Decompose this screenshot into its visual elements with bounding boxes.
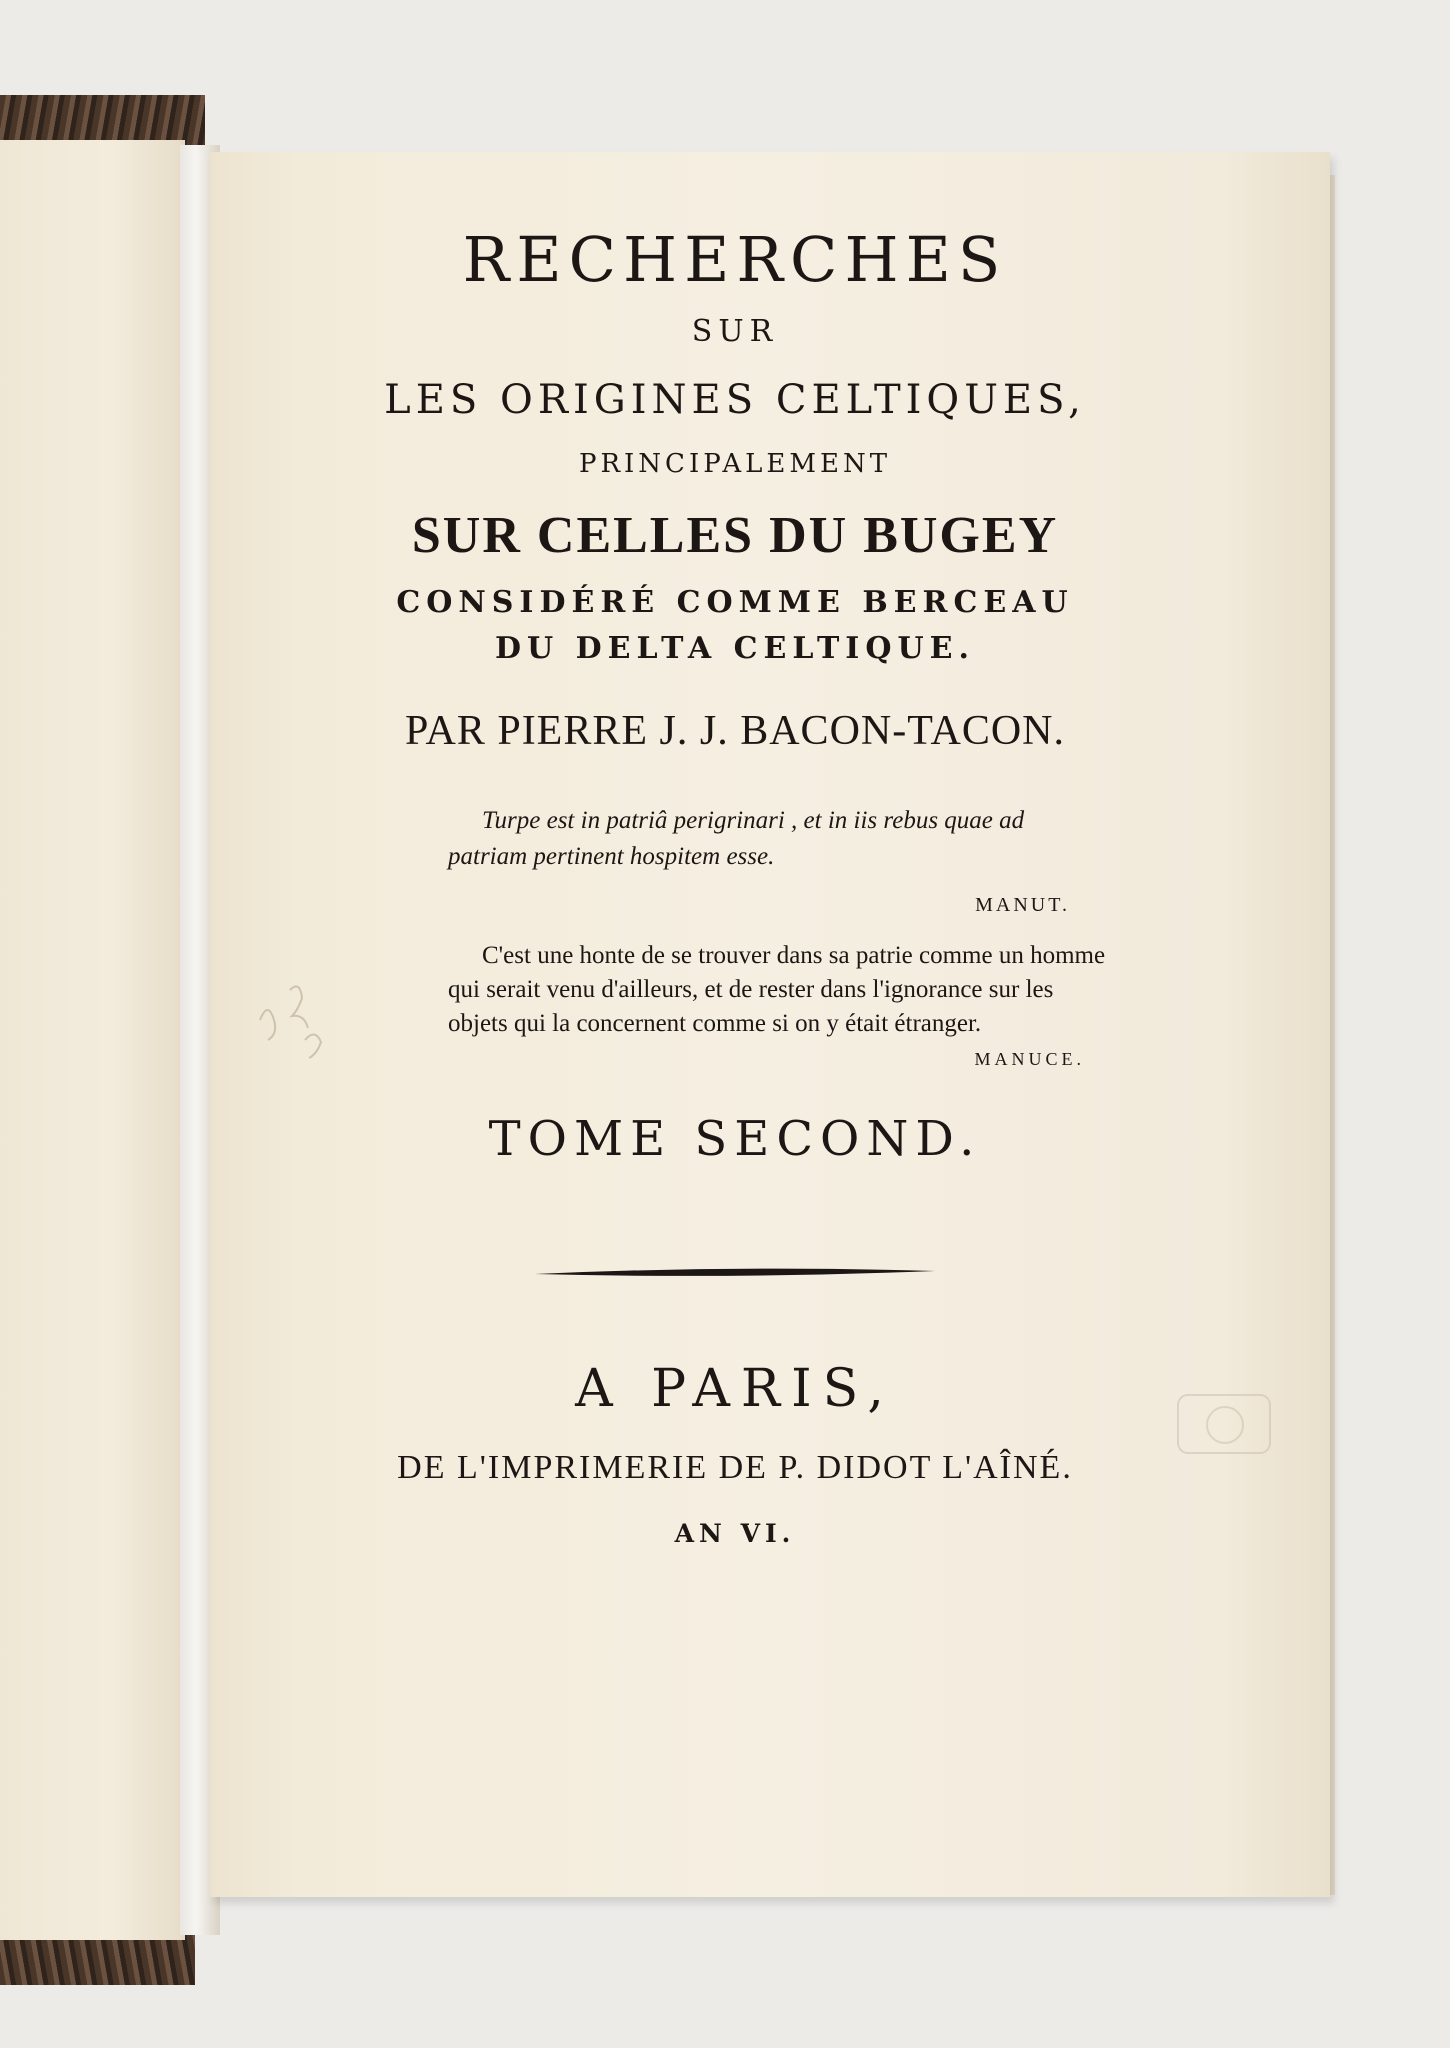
book-title: RECHERCHES <box>462 223 1008 296</box>
subtitle-principalement: PRINCIPALEMENT <box>578 449 892 479</box>
pencil-marks <box>250 960 340 1090</box>
publication-city: A PARIS, <box>575 1359 895 1419</box>
title-page-text <box>330 225 1140 1549</box>
left-endpaper <box>0 140 185 1940</box>
book-subject: LES ORIGINES CELTIQUES, <box>384 377 1086 423</box>
title-connector: SUR <box>691 314 779 349</box>
library-stamp-mark <box>1170 1385 1280 1465</box>
epigraph-french-attribution: MANUCE. <box>974 1049 1085 1069</box>
epigraph-latin-attribution: MANUT. <box>975 894 1070 916</box>
ornamental-rule <box>535 1267 935 1279</box>
subtitle-considere: CONSIDÉRÉ COMME BERCEAU <box>396 585 1074 620</box>
subtitle-bugey: SUR CELLES DU BUGEY <box>411 507 1059 564</box>
epigraph-french: C'est une honte de se trouver dans sa patrie comme un homme qui serait venu d'ailleurs, et de rester dans l'ignorance sur les objets qui la concernent comme si on y était étranger. <box>448 942 1106 1037</box>
author-line: PAR PIERRE J. J. BACON-TACON. <box>404 708 1066 754</box>
subtitle-delta: DU DELTA CELTIQUE. <box>495 631 975 666</box>
epigraph-latin: Turpe est in patriâ perigrinari , et in iis rebus quae ad patriam pertinent hospitem esse. <box>448 807 1025 870</box>
volume-label: TOME SECOND. <box>488 1111 982 1167</box>
publication-year: AN VI. <box>674 1519 796 1548</box>
printer-line: DE L'IMPRIMERIE DE P. DIDOT L'AÎNÉ. <box>397 1449 1073 1486</box>
